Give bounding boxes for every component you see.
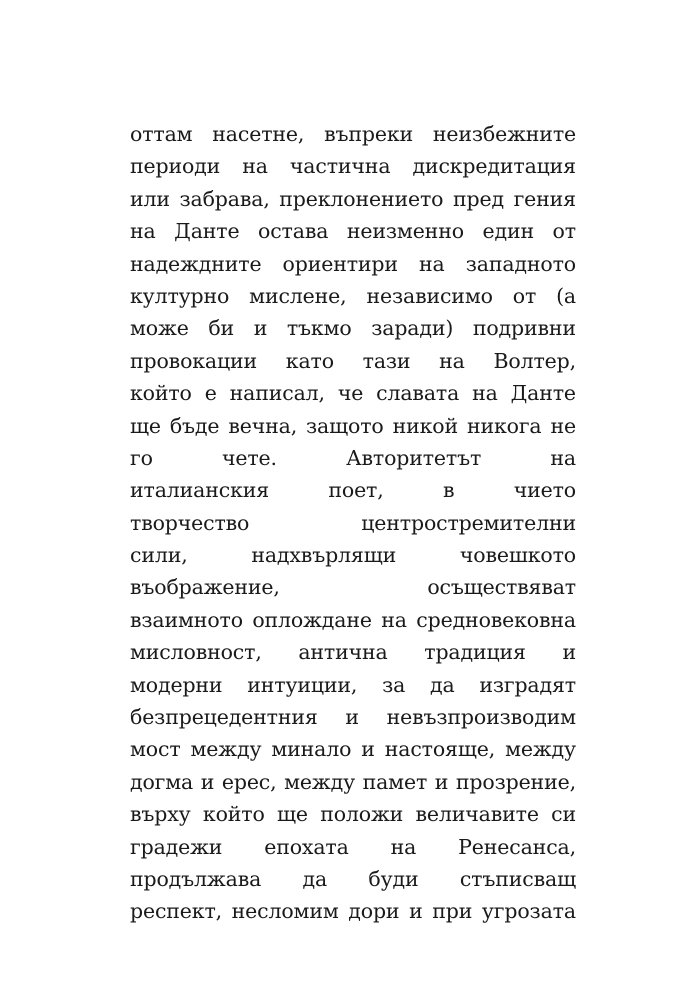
word: догма xyxy=(130,769,194,794)
word: го xyxy=(130,445,153,470)
text-line xyxy=(130,377,576,409)
word: че xyxy=(337,381,364,406)
text-line xyxy=(130,150,576,182)
word: осъществяват xyxy=(427,575,576,600)
word: неизменно xyxy=(346,219,464,244)
word: който xyxy=(202,802,265,827)
text-line xyxy=(130,442,576,474)
word: в xyxy=(442,478,455,503)
text-line xyxy=(130,701,576,733)
word: Данте xyxy=(510,381,576,406)
word: италианския xyxy=(130,478,270,503)
word: преклонението xyxy=(279,186,444,211)
word: не xyxy=(550,413,576,438)
text-line xyxy=(130,507,576,539)
word: Волтер, xyxy=(493,348,576,373)
word: мислене, xyxy=(249,283,347,308)
word: величавите xyxy=(415,802,539,827)
word: между xyxy=(505,737,576,762)
word: средновековна xyxy=(416,607,576,632)
word: сили, xyxy=(130,543,188,568)
word: и xyxy=(434,769,449,794)
word: оплождане xyxy=(252,607,372,632)
word: остава xyxy=(258,219,329,244)
word: настояще, xyxy=(384,737,496,762)
word: градежи xyxy=(130,834,223,859)
word: традиция xyxy=(424,640,526,665)
word: културно xyxy=(130,283,230,308)
text-line xyxy=(130,733,576,765)
word: оттам xyxy=(130,122,193,146)
text-line xyxy=(130,215,576,247)
word: никой xyxy=(392,413,458,438)
word: творчество xyxy=(130,510,250,535)
text-line xyxy=(130,669,576,701)
word: въображение, xyxy=(130,575,280,600)
word: положи xyxy=(320,802,404,827)
word: на xyxy=(439,348,465,373)
word: за xyxy=(382,672,406,697)
word: на xyxy=(419,251,445,276)
word: ерес, xyxy=(221,769,277,794)
word: (а xyxy=(556,283,576,308)
word: чието xyxy=(513,478,576,503)
word: невъзпроизводим xyxy=(386,705,576,730)
text-line xyxy=(130,474,576,506)
text-line xyxy=(130,183,576,215)
word: въпреки xyxy=(324,122,414,146)
text-line xyxy=(130,280,576,312)
word: от xyxy=(512,283,537,308)
word: забрава, xyxy=(179,186,270,211)
word: може xyxy=(130,316,189,341)
word: при xyxy=(432,899,473,924)
word: подривни xyxy=(472,316,576,341)
word: като xyxy=(285,348,334,373)
word: прозрение, xyxy=(455,769,576,794)
word: на xyxy=(381,607,407,632)
word: взаимното xyxy=(130,607,243,632)
text-line xyxy=(130,636,576,668)
word: чете. xyxy=(221,445,277,470)
word: несломим xyxy=(231,899,339,924)
word: периоди xyxy=(130,154,221,179)
word: насетне, xyxy=(212,122,305,146)
word: между xyxy=(190,737,262,762)
word: памет xyxy=(362,769,428,794)
word: е xyxy=(204,381,217,406)
word: епохата xyxy=(264,834,349,859)
text-line xyxy=(130,345,576,377)
word: на xyxy=(472,381,498,406)
word: от xyxy=(552,219,576,244)
word: надхвърлящи xyxy=(251,543,397,568)
word: ще xyxy=(276,802,308,827)
word: и xyxy=(345,705,359,730)
word: центростремителни xyxy=(361,510,576,535)
word: продължава xyxy=(130,866,262,891)
word: мисловност, xyxy=(130,640,262,665)
word: мост xyxy=(130,737,181,762)
word: между xyxy=(284,769,355,794)
text-line xyxy=(130,312,576,344)
word: дискредитация xyxy=(412,154,576,179)
word: ориентири xyxy=(282,251,398,276)
word: славата xyxy=(376,381,460,406)
word: Ренесанса, xyxy=(458,834,576,859)
word: надеждните xyxy=(130,251,262,276)
word: гения xyxy=(513,186,576,211)
word: Авторитетът xyxy=(346,445,482,470)
word: западното xyxy=(465,251,576,276)
word: модерни xyxy=(130,672,223,697)
word: провокации xyxy=(130,348,258,373)
word: и xyxy=(253,316,268,341)
word: един xyxy=(482,219,534,244)
word: Данте xyxy=(174,219,240,244)
word: и xyxy=(409,899,423,924)
word: стъписващ xyxy=(459,866,576,891)
word: да xyxy=(302,866,328,891)
text-line xyxy=(130,831,576,863)
word: буди xyxy=(368,866,419,891)
text-line xyxy=(130,766,576,798)
word: изградят xyxy=(479,672,576,697)
word: си xyxy=(551,802,576,827)
word: дори xyxy=(348,899,400,924)
word: пред xyxy=(453,186,504,211)
text-line xyxy=(130,539,576,571)
word: написал, xyxy=(229,381,325,406)
text-line xyxy=(130,895,576,927)
word: респект, xyxy=(130,899,223,924)
word: тъкмо xyxy=(286,316,352,341)
word: който xyxy=(130,381,192,406)
word: поет, xyxy=(328,478,384,503)
text-line xyxy=(130,410,576,442)
word: ще xyxy=(130,413,161,438)
text-line xyxy=(130,863,576,895)
word: и xyxy=(361,737,375,762)
word: и xyxy=(200,769,215,794)
word: безпрецедентния xyxy=(130,705,318,730)
word: минало xyxy=(271,737,352,762)
word: на xyxy=(390,834,417,859)
word: или xyxy=(130,186,170,211)
text-line xyxy=(130,571,576,603)
word: на xyxy=(242,154,268,179)
word: на xyxy=(130,219,156,244)
word: и xyxy=(562,640,576,665)
word: вечна, xyxy=(228,413,298,438)
word: независимо xyxy=(366,283,493,308)
text-line xyxy=(130,604,576,636)
text-line xyxy=(130,248,576,280)
word: човешкото xyxy=(459,543,576,568)
word: върху xyxy=(130,802,191,827)
text-line xyxy=(130,798,576,830)
word: неизбежните xyxy=(432,122,576,146)
word: бъде xyxy=(169,413,220,438)
word: би xyxy=(208,316,235,341)
word: интуиции, xyxy=(247,672,358,697)
body-text xyxy=(130,118,576,928)
word: да xyxy=(429,672,455,697)
word: угрозата xyxy=(481,899,576,924)
word: заради) xyxy=(371,316,454,341)
word: никога xyxy=(466,413,542,438)
word: на xyxy=(550,445,576,470)
word: частична xyxy=(289,154,391,179)
text-line xyxy=(130,118,576,150)
word: защото xyxy=(306,413,384,438)
word: тази xyxy=(362,348,411,373)
word: антична xyxy=(298,640,388,665)
